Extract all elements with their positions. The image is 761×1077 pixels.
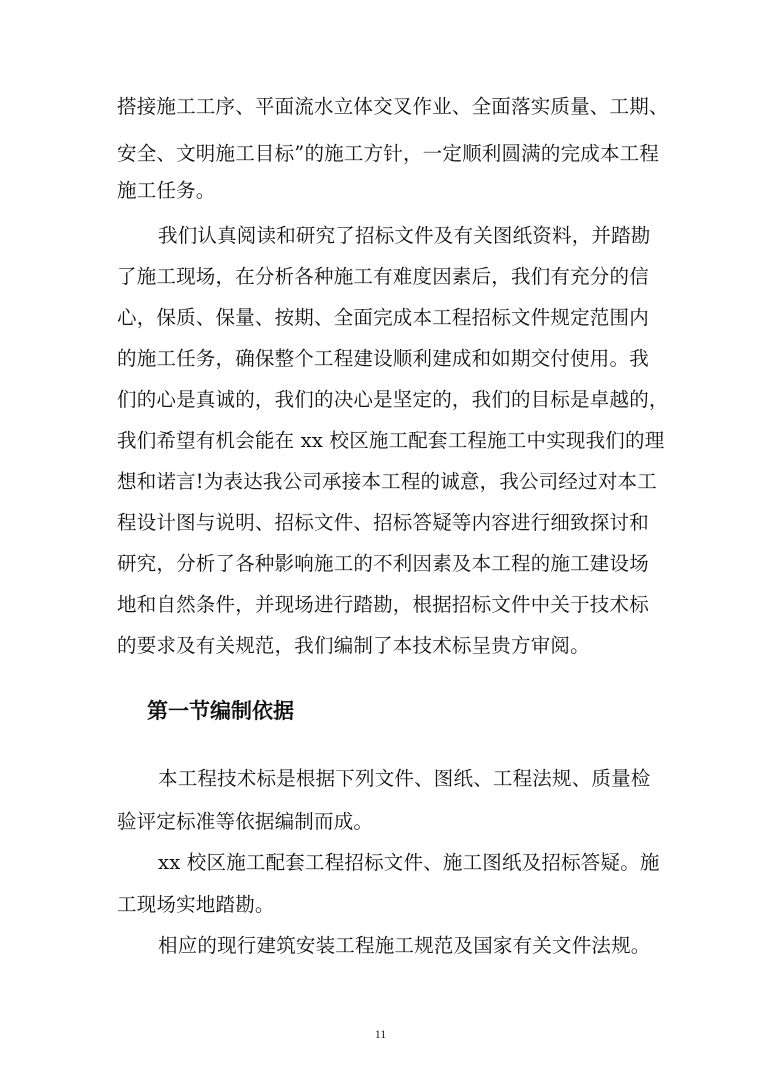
- paragraph-line: 们的心是真诚的，我们的决心是坚定的，我们的目标是卓越的，: [117, 388, 669, 411]
- section-heading: 第一节编制依据: [147, 699, 294, 723]
- paragraph-line: 安全、文明施工目标”的施工方针，一定顺利圆满的完成本工程: [117, 142, 660, 165]
- paragraph-line: 研究，分析了各种影响施工的不利因素及本工程的施工建设场: [117, 552, 649, 575]
- paragraph-line: 的要求及有关规范，我们编制了本技术标呈贵方审阅。: [117, 634, 590, 657]
- paragraph-line: 本工程技术标是根据下列文件、图纸、工程法规、质量检: [158, 767, 651, 790]
- paragraph-line: 相应的现行建筑安装工程施工规范及国家有关文件法规。: [158, 934, 651, 957]
- paragraph-line: 工现场实地踏勘。: [117, 893, 275, 916]
- paragraph-line: 搭接施工工序、平面流水立体交叉作业、全面落实质量、工期、: [117, 95, 669, 118]
- paragraph-line: 的施工任务，确保整个工程建设顺利建成和如期交付使用。我: [117, 347, 649, 370]
- paragraph-line: 验评定标准等依据编制而成。: [117, 810, 374, 833]
- paragraph-line: 施工任务。: [117, 179, 216, 202]
- paragraph-line: 了施工现场，在分析各种施工有难度因素后，我们有充分的信: [117, 265, 649, 288]
- paragraph-line: 想和诺言!为表达我公司承接本工程的诚意，我公司经过对本工: [117, 470, 657, 493]
- paragraph-line: 心，保质、保量、按期、全面完成本工程招标文件规定范围内: [117, 306, 649, 329]
- paragraph-line: 我们希望有机会能在 xx 校区施工配套工程施工中实现我们的理: [117, 429, 665, 452]
- page-number: 11: [374, 1027, 387, 1041]
- paragraph-line: xx 校区施工配套工程招标文件、施工图纸及招标答疑。施: [158, 851, 660, 874]
- paragraph-line: 地和自然条件，并现场进行踏勘，根据招标文件中关于技术标: [117, 593, 649, 616]
- paragraph-line: 我们认真阅读和研究了招标文件及有关图纸资料，并踏勘: [158, 224, 651, 247]
- paragraph-line: 程设计图与说明、招标文件、招标答疑等内容进行细致探讨和: [117, 511, 649, 534]
